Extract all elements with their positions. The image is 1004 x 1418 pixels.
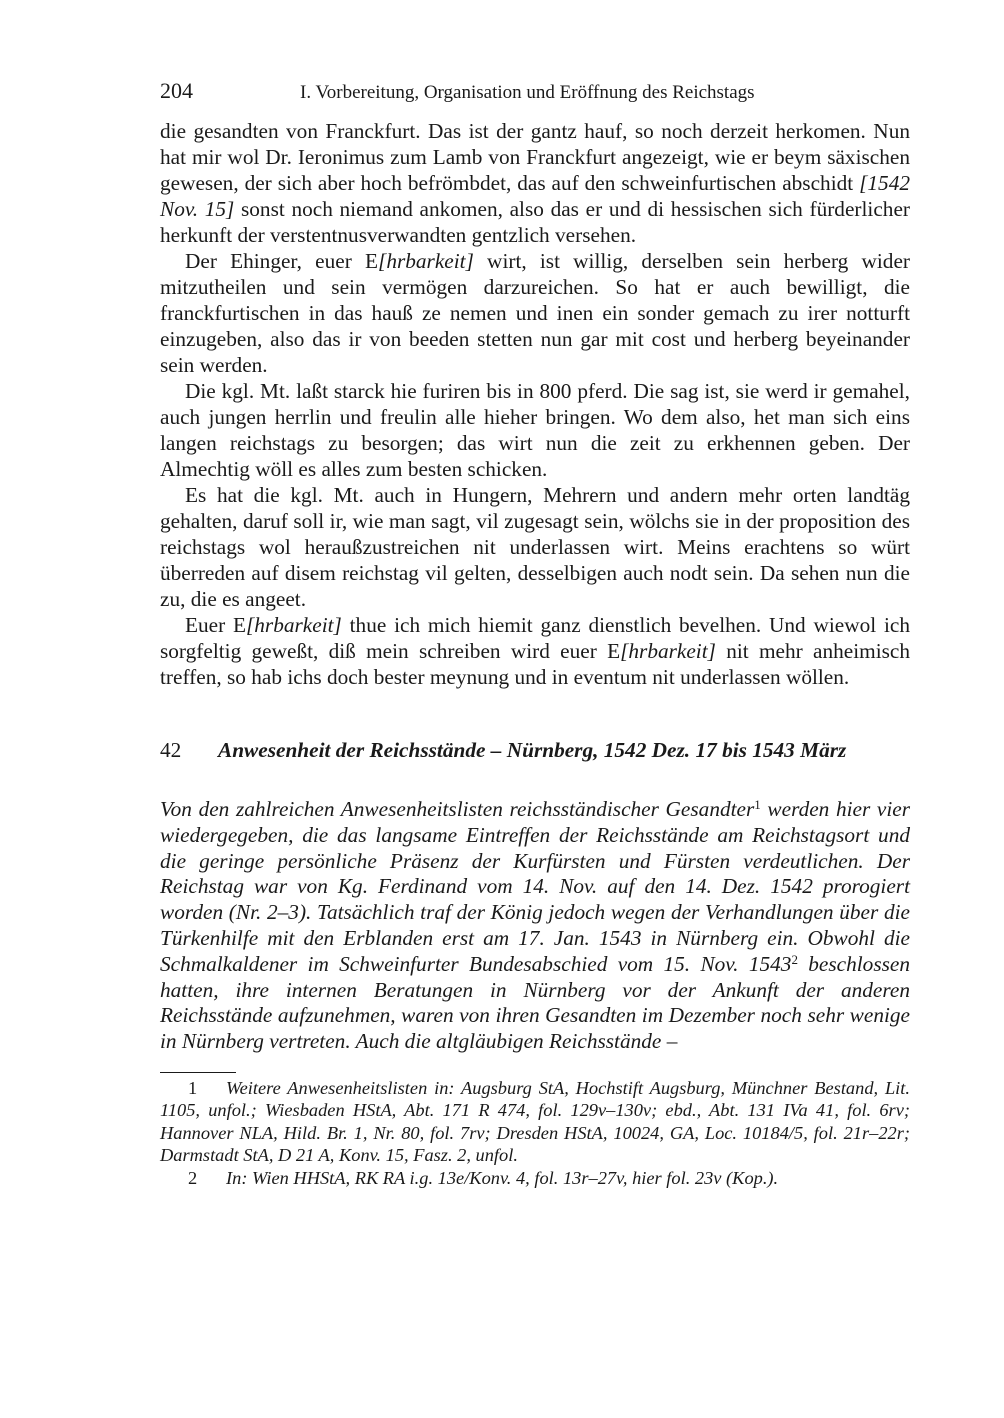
editorial-insertion: [hrbarkeit] [378,249,474,273]
footnote-text: Weitere Anwesenheitslisten in: Augsburg StA, Hochstift Augsburg, Münchner Bestand, Lit. 1105, unfol.; Wiesbaden HStA, Abt. 171 R 474, fol. 129v–130v; ebd., Abt. 131 IVa 41, fol. 6rv; Hannover NLA, Hild. Br. 1, Nr. 80, fol. 7rv; Dresden HStA, 10024, GA, Loc. 10184/5, fol. 21r–22r; Darmstadt StA, D 21 A, Konv. 15, Fasz. 2, unfol. [160,1077,910,1166]
document-title: Anwesenheit der Reichsstände – Nürnberg, 1542 Dez. 17 bis 1543 März [218,738,847,762]
text-run: Der Ehinger, euer E [185,249,379,273]
footnote [160,1077,910,1167]
paragraph-5 [160,612,910,690]
page-number: 204 [160,78,193,103]
editorial-insertion: [hrbarkeit] [246,613,342,637]
text-run: die gesandten von Franckfurt. Das ist der gantz hauf, so noch derzeit herkomen. Nun hat mir wol Dr. Ieronimus zum Lamb von Franckfurt angezeigt, wie er beym säxischen gewesen, der sich aber hoch befrömbdet, das auf den schweinfurtischen abschidt [160,119,910,195]
text-run: werden hier vier wiedergegeben, die das langsame Eintreffen der Reichsstände am Reichstagsort und die geringe persönliche Präsenz der Kurfürsten und Fürsten verdeutlichen. Der Reichstag war von Kg. Ferdinand vom 14. Nov. auf den 14. Dez. 1542 prorogiert worden (Nr. 2–3). Tatsächlich traf der König jedoch wegen der Verhandlungen über die Türkenhilfe mit den Erblanden erst am 17. Jan. 1543 in Nürnberg ein. Obwohl die Schmalkaldener im Schweinfurter Bundesabschied vom 15. Nov. 1543 [160,797,910,976]
text-run: Euer E [185,613,246,637]
footnote-mark: 2 [188,1167,198,1188]
paragraph-2 [160,248,910,378]
intro-paragraph [160,797,910,1055]
footnotes [160,1077,910,1190]
paragraph-3: Die kgl. Mt. laßt starck hie furiren bis in 800 pferd. Die sag ist, sie werd ir gemahel, auch jungen herrlin und freulin alle hieher bringen. Wo dem also, het man sich eins langen reichstags zu besorgen; das wirt nun die zeit zu erkhennen geben. Der Almechtig wöll es alles zum besten schicken. [160,379,910,481]
paragraph-1 [160,118,910,248]
footnote-reference[interactable]: 1 [754,797,761,812]
footnote-reference[interactable]: 2 [791,951,798,967]
footnote-mark: 1 [188,1077,198,1098]
document-heading [160,736,910,764]
paragraph-4: Es hat die kgl. Mt. auch in Hungern, Mehrern und andern mehr orten landtäg gehalten, daruf soll ir, wie man sagt, vil zugesagt sein, wölchs sie in der proposition des reichstags wol heraußzustreichen nit underlassen wirt. Meins erachtens so würt überreden auf disem reichstag vil gelten, desselbigen auch nodt sein. Da sehen nun die zu, die es angeet. [160,483,910,611]
book-page [160,78,910,1189]
running-title: I. Vorbereitung, Organisation und Eröffnung des Reichstags [300,82,755,103]
editorial-introduction [160,797,910,1055]
letter-text [160,118,910,690]
footnote-text: In: Wien HHStA, RK RA i.g. 13e/Konv. 4, fol. 13r–27v, hier fol. 23v (Kop.). [226,1167,779,1188]
text-run: nit mehr anheimisch treffen, so hab ichs doch bester meynung und in eventum nit underlassen wöllen. [160,639,910,689]
footnote-divider [160,1072,236,1073]
editorial-insertion: [1542 Nov. 15] [160,171,910,221]
text-run: beschlossen hatten, ihre internen Beratungen in Nürnberg vor der Ankunft der anderen Reichsstände aufzunehmen, waren von ihren Gesandten im Dezember noch sehr wenige in Nürnberg vertreten. Auch die altgläubigen Reichsstände – [160,951,910,1054]
text-run: sonst noch niemand ankomen, also das er und di hessischen sich fürderlicher herkunft der verstentnusverwandten gentzlich versehen. [160,197,910,247]
running-head [160,78,910,108]
text-run: thue ich mich hiemit ganz dienstlich bevelhen. Und wiewol ich sorgfeltig geweßt, diß mein schreiben wird euer E [160,613,910,663]
text-run: wirt, ist willig, derselben sein herberg wider mitzutheilen und sein vermögen darzureichen. So hat er auch bewilligt, die franckfurtischen in das hauß ze nemen und inen ein sonder gemach zu irer notturft einzugeben, also das ir von beeden stetten nun gar mit cost und herberg beyeinander sein werden. [160,249,910,377]
document-number: 42 [160,738,182,762]
text-run: Von den zahlreichen Anwesenheitslisten reichsständischer Gesandter [160,797,755,821]
footnote [160,1167,910,1190]
editorial-insertion: [hrbarkeit] [620,639,716,663]
